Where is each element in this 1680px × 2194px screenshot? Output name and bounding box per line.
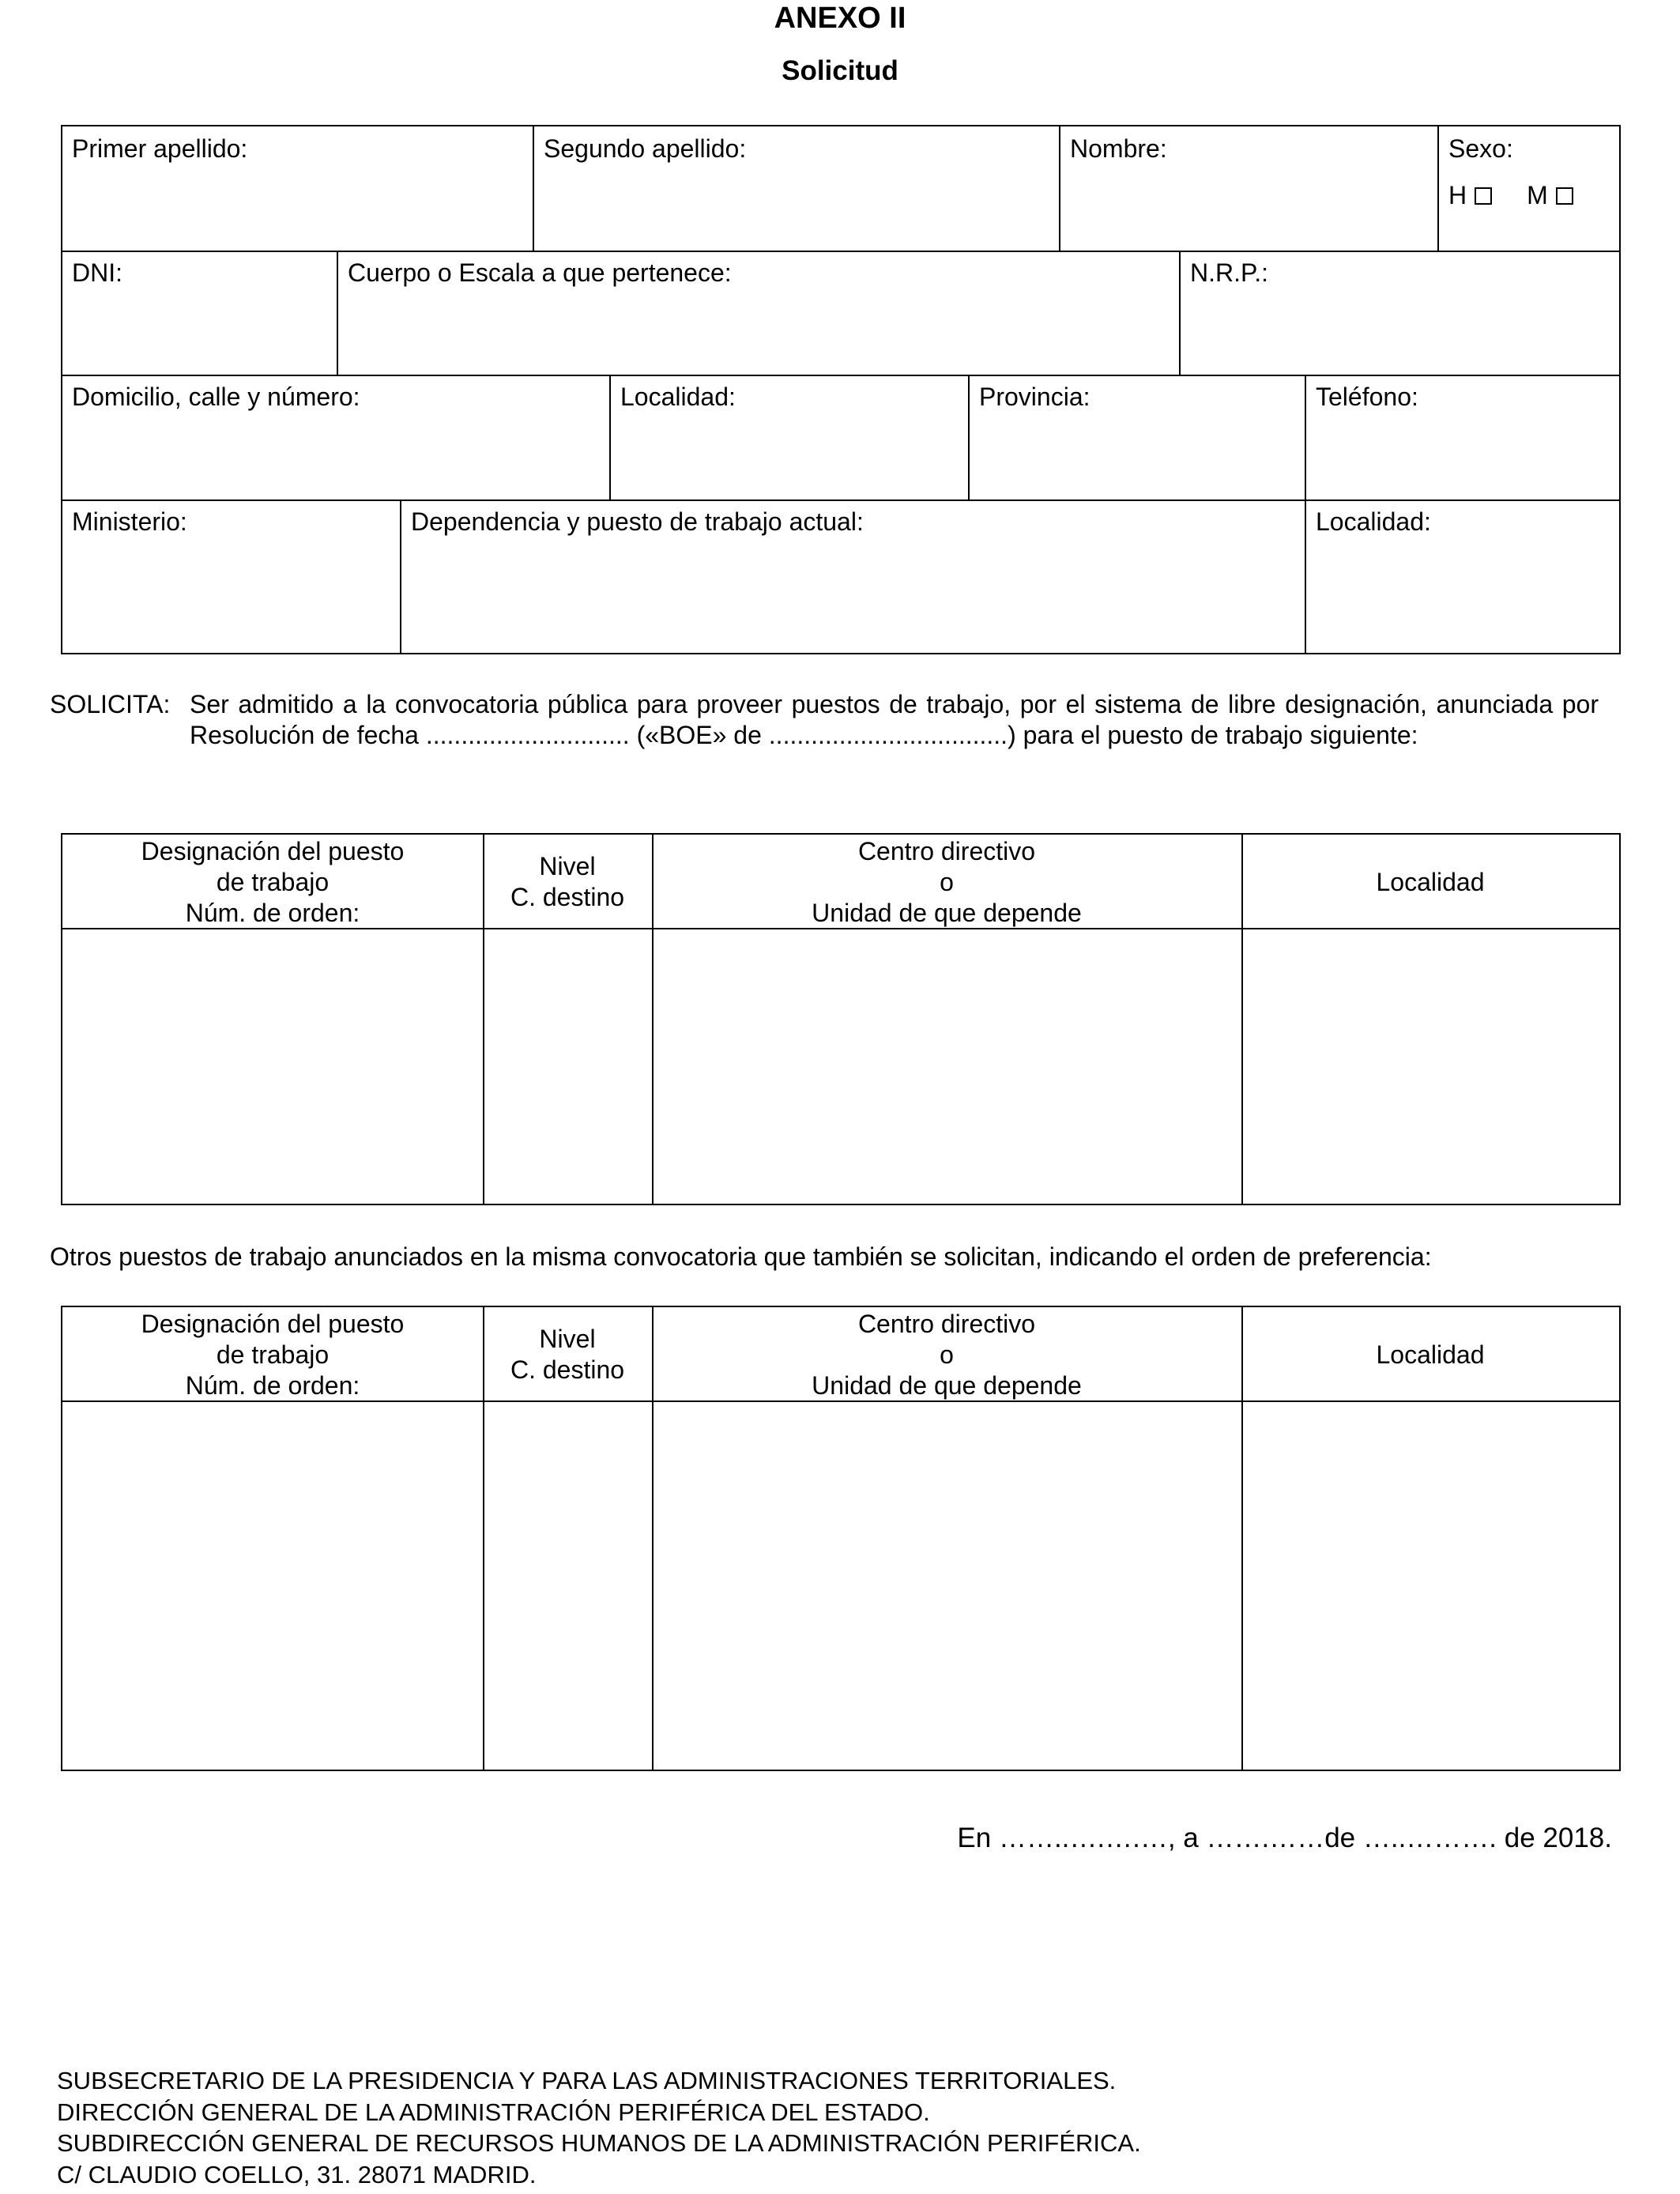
sexo-h-label: H: [1448, 181, 1467, 209]
otros-puestos-text: Otros puestos de trabajo anunciados en la misma convocatoria que también se solicitan, indicando el orden de preferencia:: [50, 1242, 1432, 1271]
nrp-field[interactable]: N.R.P.:: [1190, 258, 1268, 287]
header-nivel: Nivel C. destino: [510, 852, 625, 911]
header-designacion: Designación del puesto de trabajo Núm. de orden:: [141, 836, 405, 927]
footer-line: SUBSECRETARIO DE LA PRESIDENCIA Y PARA LAS ADMINISTRACIONES TERRITORIALES.: [57, 2067, 1117, 2094]
sexo-m-checkbox[interactable]: [1556, 187, 1573, 205]
solicita-text: Ser admitido a la convocatoria pública para proveer puestos de trabajo, por el sistema de libre designación, anunciada por Resolución de fecha ............................. («BOE» de ..................................) para el puesto de trabajo siguiente:: [190, 690, 1599, 749]
sexo-m-label: M: [1527, 181, 1548, 209]
localidad-actual-field[interactable]: Localidad:: [1316, 507, 1431, 536]
ministerio-field[interactable]: Ministerio:: [72, 507, 187, 536]
page-subtitle: Solicitud: [782, 55, 898, 86]
header-localidad: Localidad: [1376, 867, 1485, 896]
nombre-field[interactable]: Nombre:: [1070, 134, 1167, 163]
cell-centro[interactable]: [654, 929, 1241, 1204]
footer-line: SUBDIRECCIÓN GENERAL DE RECURSOS HUMANOS DE LA ADMINISTRACIÓN PERIFÉRICA.: [57, 2129, 1141, 2157]
cell-localidad[interactable]: [1243, 929, 1619, 1204]
page-title: ANEXO II: [774, 2, 906, 35]
cell-localidad[interactable]: [1243, 1402, 1619, 1770]
provincia-field[interactable]: Provincia:: [979, 383, 1090, 411]
cell-nivel[interactable]: [484, 1402, 652, 1770]
cuerpo-field[interactable]: Cuerpo o Escala a que pertenece:: [348, 258, 732, 287]
segundo-apellido-field[interactable]: Segundo apellido:: [544, 134, 747, 163]
cell-designacion[interactable]: [62, 929, 483, 1204]
cell-designacion[interactable]: [62, 1402, 483, 1770]
localidad-field[interactable]: Localidad:: [620, 383, 736, 411]
personal-data-grid: [61, 125, 1621, 654]
telefono-field[interactable]: Teléfono:: [1316, 383, 1418, 411]
footer-line: DIRECCIÓN GENERAL DE LA ADMINISTRACIÓN PERIFÉRICA DEL ESTADO.: [57, 2098, 930, 2126]
cell-nivel[interactable]: [484, 929, 652, 1204]
header-nivel: Nivel C. destino: [510, 1325, 625, 1384]
puesto-table: [61, 833, 1621, 1205]
cell-centro[interactable]: [654, 1402, 1241, 1770]
dependencia-field[interactable]: Dependencia y puesto de trabajo actual:: [411, 507, 864, 536]
primer-apellido-field[interactable]: Primer apellido:: [72, 134, 248, 163]
header-localidad: Localidad: [1376, 1340, 1485, 1369]
sexo-label: Sexo:: [1448, 134, 1513, 163]
footer-line: C/ CLAUDIO COELLO, 31. 28071 MADRID.: [57, 2161, 537, 2188]
header-centro: Centro directivo o Unidad de que depende: [812, 1309, 1082, 1400]
sexo-h-checkbox[interactable]: [1475, 187, 1492, 205]
dni-field[interactable]: DNI:: [72, 258, 122, 287]
otros-puestos-table: [61, 1306, 1621, 1771]
header-designacion: Designación del puesto de trabajo Núm. de orden:: [141, 1309, 405, 1400]
solicita-label: SOLICITA:: [50, 690, 171, 718]
sexo-field: [1439, 126, 1610, 218]
fecha-line: En ……..….….…, a …….……de …..………. de 2018.: [957, 1823, 1612, 1853]
domicilio-field[interactable]: Domicilio, calle y número:: [72, 383, 360, 411]
header-centro: Centro directivo o Unidad de que depende: [812, 836, 1082, 927]
